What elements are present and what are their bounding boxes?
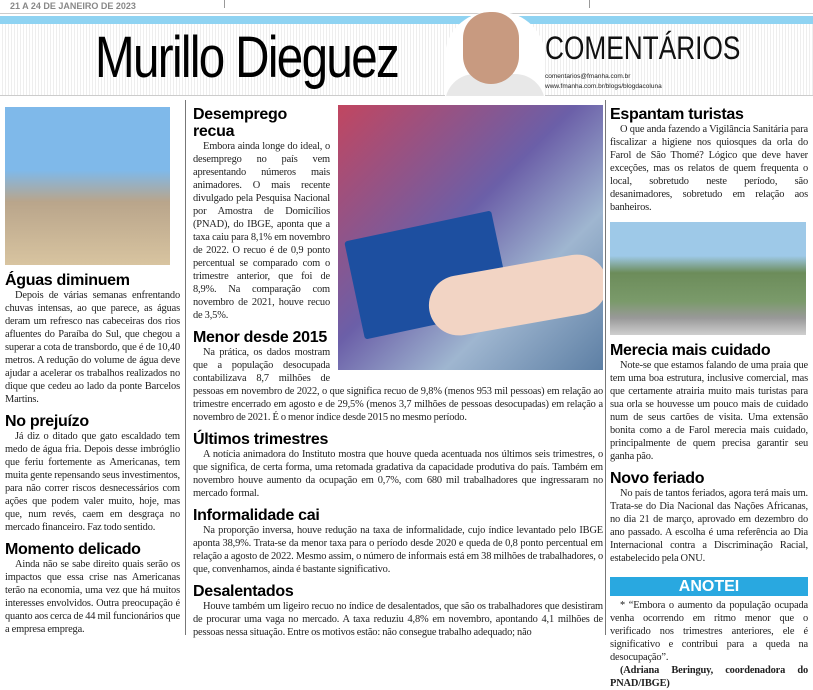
anotei-source: (Adriana Beringuy, coordenadora do PNAD/IBGE) (610, 665, 808, 689)
article-title: Momento delicado (5, 541, 141, 558)
article-text: Depois de várias semanas enfrentando chuvas intensas, ao que parece, as águas deram um refresco nas cabeceiras dos rios afluentes do Paraíba do Sul, que chegou a superar a cota de transbordo, que é de 10,40 metros. A redução do volume de água deve ajudar a acelerar os trabalhos realizados no dique que cedeu ao lado da ponte Barcelos Martins. (5, 290, 180, 405)
header-accent-bar (0, 16, 813, 24)
divider (224, 0, 225, 8)
article-text: Houve também um ligeiro recuo no índice de desalentados, que são os trabalhadores que desistiram de procurar uma vaga no mercado. A taxa reduziu 4,8% em novembro, apontando 4,1 milhões de pessoas nessa situação. Entre os motivos estão: não consegue trabalho adequado; não (193, 601, 603, 638)
article-text: Embora ainda longe do ideal, o desemprego no país vem apresentando números mais animadores. O mais recente divulgado pela Pesquisa Nacional por Amostra de Domicílios (PNAD), do IBGE, aponta que a taxa caiu para 8,1% em novembro de 2022. O recuo é de 0,9 ponto percentual se comparado com o trimestre anterior, que foi de 8,9%. Na comparação com novembro de 2021, houve recuo de 3,5%. (193, 141, 330, 321)
right-column (610, 100, 808, 690)
top-strip (0, 0, 813, 14)
article-title: Espantam turistas (610, 106, 744, 123)
column-divider (605, 100, 606, 635)
article-title: Desalentados (193, 583, 294, 600)
article-text: No país de tantos feriados, agora terá mais um. Trata-se do Dia Nacional das Nações Africanas, no dia 21 de março, aprovado em dezembro do ano passado. A escolha é uma referência ao Dia Internacional contra a Discriminação Racial, estabelecido pela ONU. (610, 488, 808, 564)
anotei-quote: * “Embora o aumento da população ocupada venha ocorrendo em ritmo menor que o verificado nos trimestres anteriores, ele é significativo e contribui para a queda na desocupação”. (610, 600, 808, 663)
article-title: Últimos trimestres (193, 431, 329, 448)
construction-photo (5, 107, 170, 265)
middle-column (193, 100, 603, 639)
contact-info (545, 72, 662, 92)
article-title: Menor desde 2015 (193, 329, 327, 346)
contact-email[interactable]: comentarios@fmanha.com.br (545, 73, 631, 80)
article-text: Na proporção inversa, houve redução na taxa de informalidade, cujo índice levantado pelo IBGE aponta 38,9%. Trata-se da menor taxa para o período desde 2020 e queda de 0,8 ponto percentual em relação a agosto de 2022. Mesmo assim, o número de informais está em 38 milhões de trabalhadores, o que, convenhamos, ainda é bastante significativo. (193, 525, 603, 575)
article-title: Informalidade cai (193, 507, 320, 524)
article-text: Note-se que estamos falando de uma praia que tem uma boa estrutura, inclusive comercial, mas que certamente atrairia muito mais turistas para sua orla se houvesse um pouco mais de cuidado num de seus cartões de visita. Uma extensão bonita como a de Farol merecia mais cuidado, principalmente de quem precisa garantir seu ganha pão. (610, 360, 808, 462)
edition-date: 21 A 24 DE JANEIRO DE 2023 (10, 1, 136, 11)
article-title: Merecia mais cuidado (610, 342, 771, 359)
contact-blog[interactable]: www.fmanha.com.br/blogs/blogdacoluna (545, 83, 662, 90)
article-title: No prejuízo (5, 413, 89, 430)
beach-road-photo (610, 222, 806, 335)
left-column (5, 100, 180, 636)
anotei-banner: ANOTEI (610, 577, 808, 596)
work-card-handshake-photo (338, 105, 603, 370)
article-text: Já diz o ditado que gato escaldado tem medo de água fria. Depois desse imbróglio que feriu fortemente as Americanas, tem muita gente repensando seus investimentos, para não correr riscos desnecessários com ações que podem valer muito, hoje, mas que, num revés, caem em desgraça no mercado financeiro. Faz todo sentido. (5, 431, 180, 533)
article-text: Ainda não se sabe direito quais serão os impactos que essa crise nas Americanas terão na economia, uma vez que há muitos interesses envolvidos. Outra preocupação é quanto aos cerca de 44 mil funcionários que a empresa emprega. (5, 559, 180, 635)
column-divider (185, 100, 186, 635)
divider (589, 0, 590, 8)
article-title: Novo feriado (610, 470, 705, 487)
article-text: O que anda fazendo a Vigilância Sanitária para fiscalizar a higiene nos quiosques da orla do Farol de São Thomé? Lógico que deve haver exceções, mas os relatos de quem frequenta o local, sobretudo neste período, são desanimadores, sobretudo em relação aos banheiros. (610, 124, 808, 213)
article-text: Na prática, os dados mostram que a população desocupada contabilizava 8,7 milhões de pessoas em novembro de 2022, o que significa recuo de 9,8% (menos 953 mil pessoas) em relação ao trimestre encerrado em agosto e de 29,5% (menos 3,7 milhões de pessoas desocupadas) em relação a novembro de 2021. É o menor índice desde 2015 no mesmo período. (193, 347, 603, 423)
article-title: Desemprego recua (193, 106, 287, 140)
columnist-photo (445, 12, 545, 96)
article-title: Águas diminuem (5, 272, 130, 289)
section-title: COMENTÁRIOS (545, 30, 741, 66)
article-text: A notícia animadora do Instituto mostra que houve queda acentuada nos últimos seis trimestres, o que significa, de certa forma, uma retomada gradativa da capacidade produtiva do país. Também em novembro houve aumento da ocupação em 0,7%, com 680 mil trabalhadores que ingressaram no mercado formal. (193, 449, 603, 499)
columnist-name: Murillo Dieguez (95, 25, 399, 90)
